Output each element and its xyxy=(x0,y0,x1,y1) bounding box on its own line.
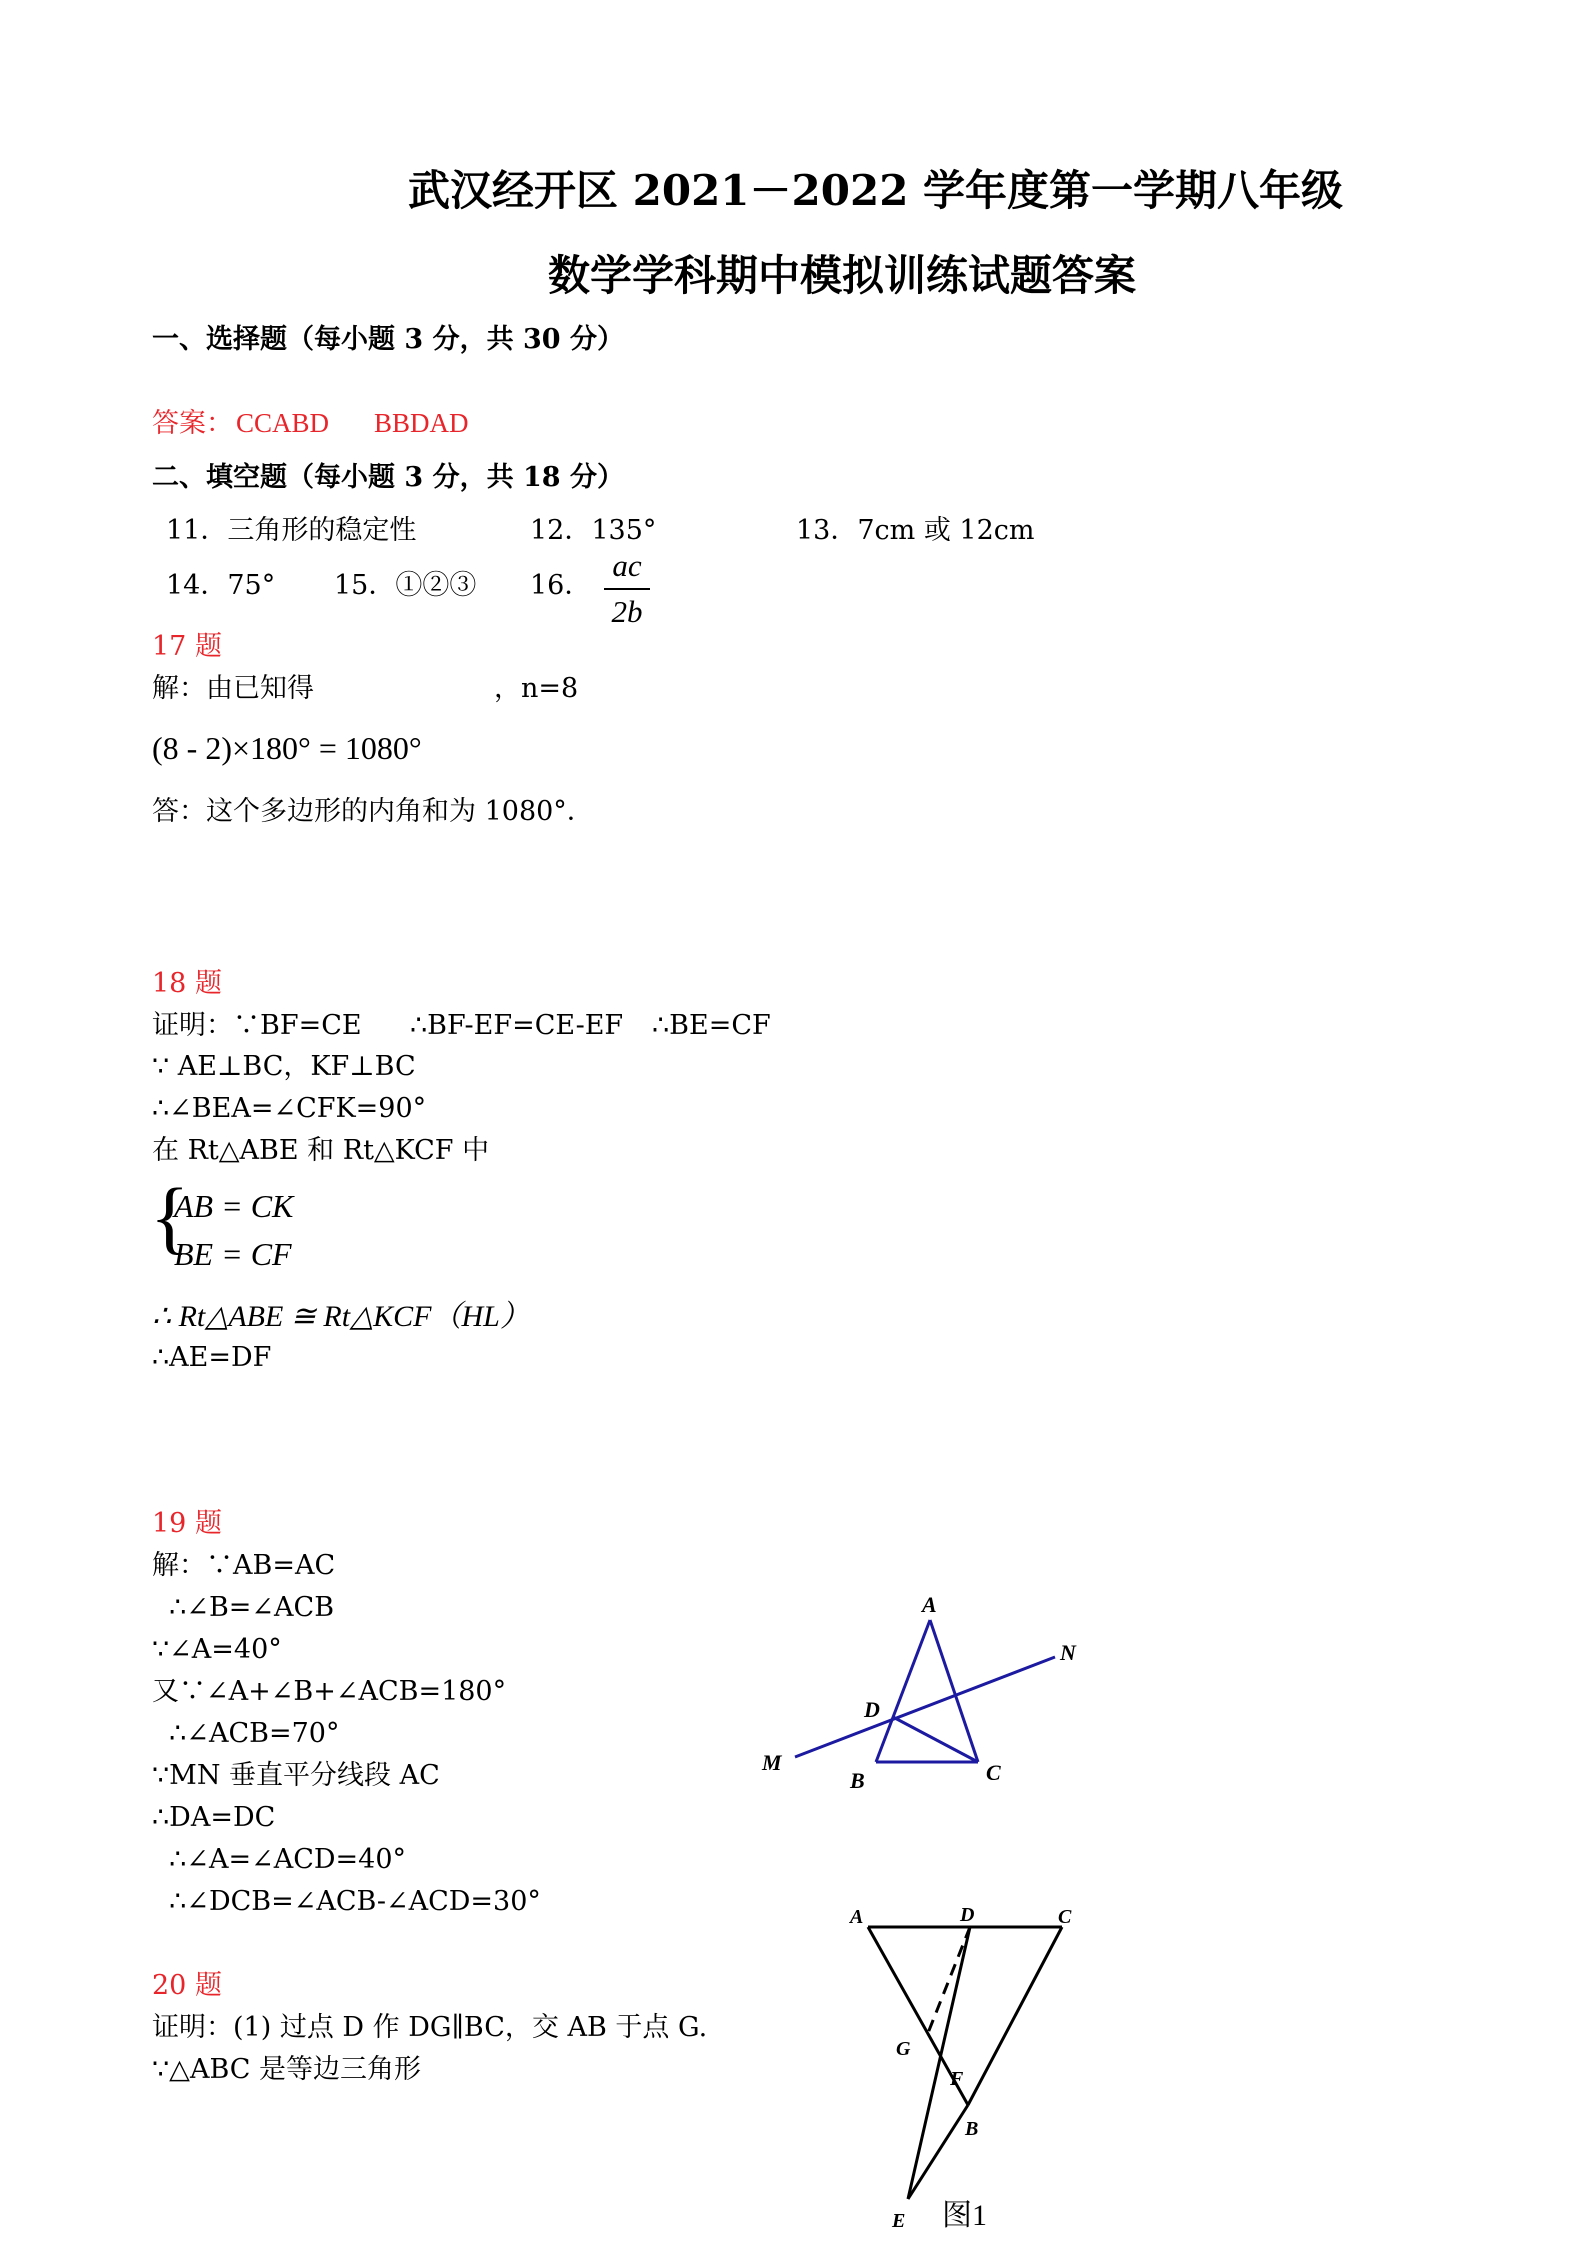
fraction-q16 xyxy=(604,548,650,630)
q20-line2: ∵△ABC 是等边三角形 xyxy=(152,2054,422,2085)
q17-line1-tail: ，n=8 xyxy=(494,673,579,704)
fig20-label-D: D xyxy=(960,1904,975,1926)
q18-line6: ∴AE=DF xyxy=(152,1342,272,1373)
fraction-bar xyxy=(604,588,650,590)
q19-triangle-figure xyxy=(750,1590,1100,1800)
q19-line: ∴∠A=∠ACD=40° xyxy=(152,1844,406,1875)
q19-line: ∵∠A=40° xyxy=(152,1634,282,1665)
answer-q12: 12．135° xyxy=(530,515,657,546)
q20-figure xyxy=(830,1895,1130,2235)
system-brace: { xyxy=(150,1171,190,1262)
fig19-label-N: N xyxy=(1060,1640,1076,1665)
q18-line1c: ∴BE=CF xyxy=(652,1010,771,1041)
answers-group-b: BBDAD xyxy=(374,408,469,438)
q19-line: 又∵∠A+∠B+∠ACB=180° xyxy=(152,1676,507,1707)
q18-line3: ∴∠BEA=∠CFK=90° xyxy=(152,1093,427,1124)
q19-line: ∴∠ACB=70° xyxy=(152,1718,340,1749)
q19-line: ∴∠B=∠ACB xyxy=(152,1592,335,1623)
fig20-label-G: G xyxy=(896,2038,911,2060)
q18-title: 18 题 xyxy=(152,968,222,999)
q18-system-eq1: AB = CK xyxy=(174,1188,294,1224)
q18-system-eq2: BE = CF xyxy=(174,1236,292,1272)
fig20-label-A: A xyxy=(850,1906,864,1928)
q19-line: ∴DA=DC xyxy=(152,1802,276,1833)
q17-answer: 答：这个多边形的内角和为 1080°． xyxy=(152,796,594,827)
q18-line1b: ∴BF-EF=CE-EF xyxy=(410,1010,624,1041)
q19-line: 解：∵AB=AC xyxy=(152,1550,336,1581)
q20-title: 20 题 xyxy=(152,1970,222,2001)
fig20-label-E: E xyxy=(892,2210,906,2232)
q18-line5: ∴ Rt△ABE ≅ Rt△KCF（HL） xyxy=(152,1300,530,1333)
fraction-denominator: 2b xyxy=(611,594,643,629)
answer-q11: 11．三角形的稳定性 xyxy=(166,515,417,546)
fig19-label-A: A xyxy=(922,1592,937,1617)
page-title-line2: 数学学科期中模拟训练试题答案 xyxy=(548,251,1137,300)
q17-line1: 解：由已知得 xyxy=(152,673,314,704)
q17-formula: (8 - 2)×180° = 1080° xyxy=(152,730,422,766)
answer-q13: 13．7cm 或 12cm xyxy=(796,515,1035,546)
q18-line4: 在 Rt△ABE 和 Rt△KCF 中 xyxy=(152,1135,490,1166)
page-title-line1: 武汉经开区 2021－2022 学年度第一学期八年级 xyxy=(408,166,1344,215)
fig19-label-M: M xyxy=(762,1750,782,1775)
answer-q16: 16． xyxy=(530,570,592,601)
fig19-label-D: D xyxy=(864,1697,880,1722)
fraction-numerator: ac xyxy=(612,548,642,583)
section2-heading: 二、填空题（每小题 3 分，共 18 分） xyxy=(152,462,624,493)
q20-line1: 证明：(1) 过点 D 作 DG∥BC，交 AB 于点 G. xyxy=(152,2012,708,2043)
fig20-label-B: B xyxy=(965,2118,979,2140)
q19-line: ∵MN 垂直平分线段 AC xyxy=(152,1760,440,1791)
answer-q15: 15．①②③ xyxy=(334,570,477,601)
q17-title: 17 题 xyxy=(152,631,222,662)
fig19-label-B: B xyxy=(850,1768,865,1793)
fig19-label-C: C xyxy=(986,1760,1001,1785)
answer-label: 答案： xyxy=(152,408,233,439)
answers-group-a: CCABD xyxy=(236,408,330,438)
answer-q14: 14．75° xyxy=(166,570,276,601)
q19-line: ∴∠DCB=∠ACB-∠ACD=30° xyxy=(152,1886,541,1917)
q19-title: 19 题 xyxy=(152,1508,222,1539)
section1-heading: 一、选择题（每小题 3 分，共 30 分） xyxy=(152,324,624,355)
q18-line1a: 证明：∵BF=CE xyxy=(152,1010,362,1041)
q18-line2: ∵ AE⊥BC，KF⊥BC xyxy=(152,1051,416,1082)
fig20-label-F: F xyxy=(950,2068,964,2090)
fig20-label-C: C xyxy=(1058,1906,1072,1928)
fig20-caption: 图1 xyxy=(942,2199,987,2232)
